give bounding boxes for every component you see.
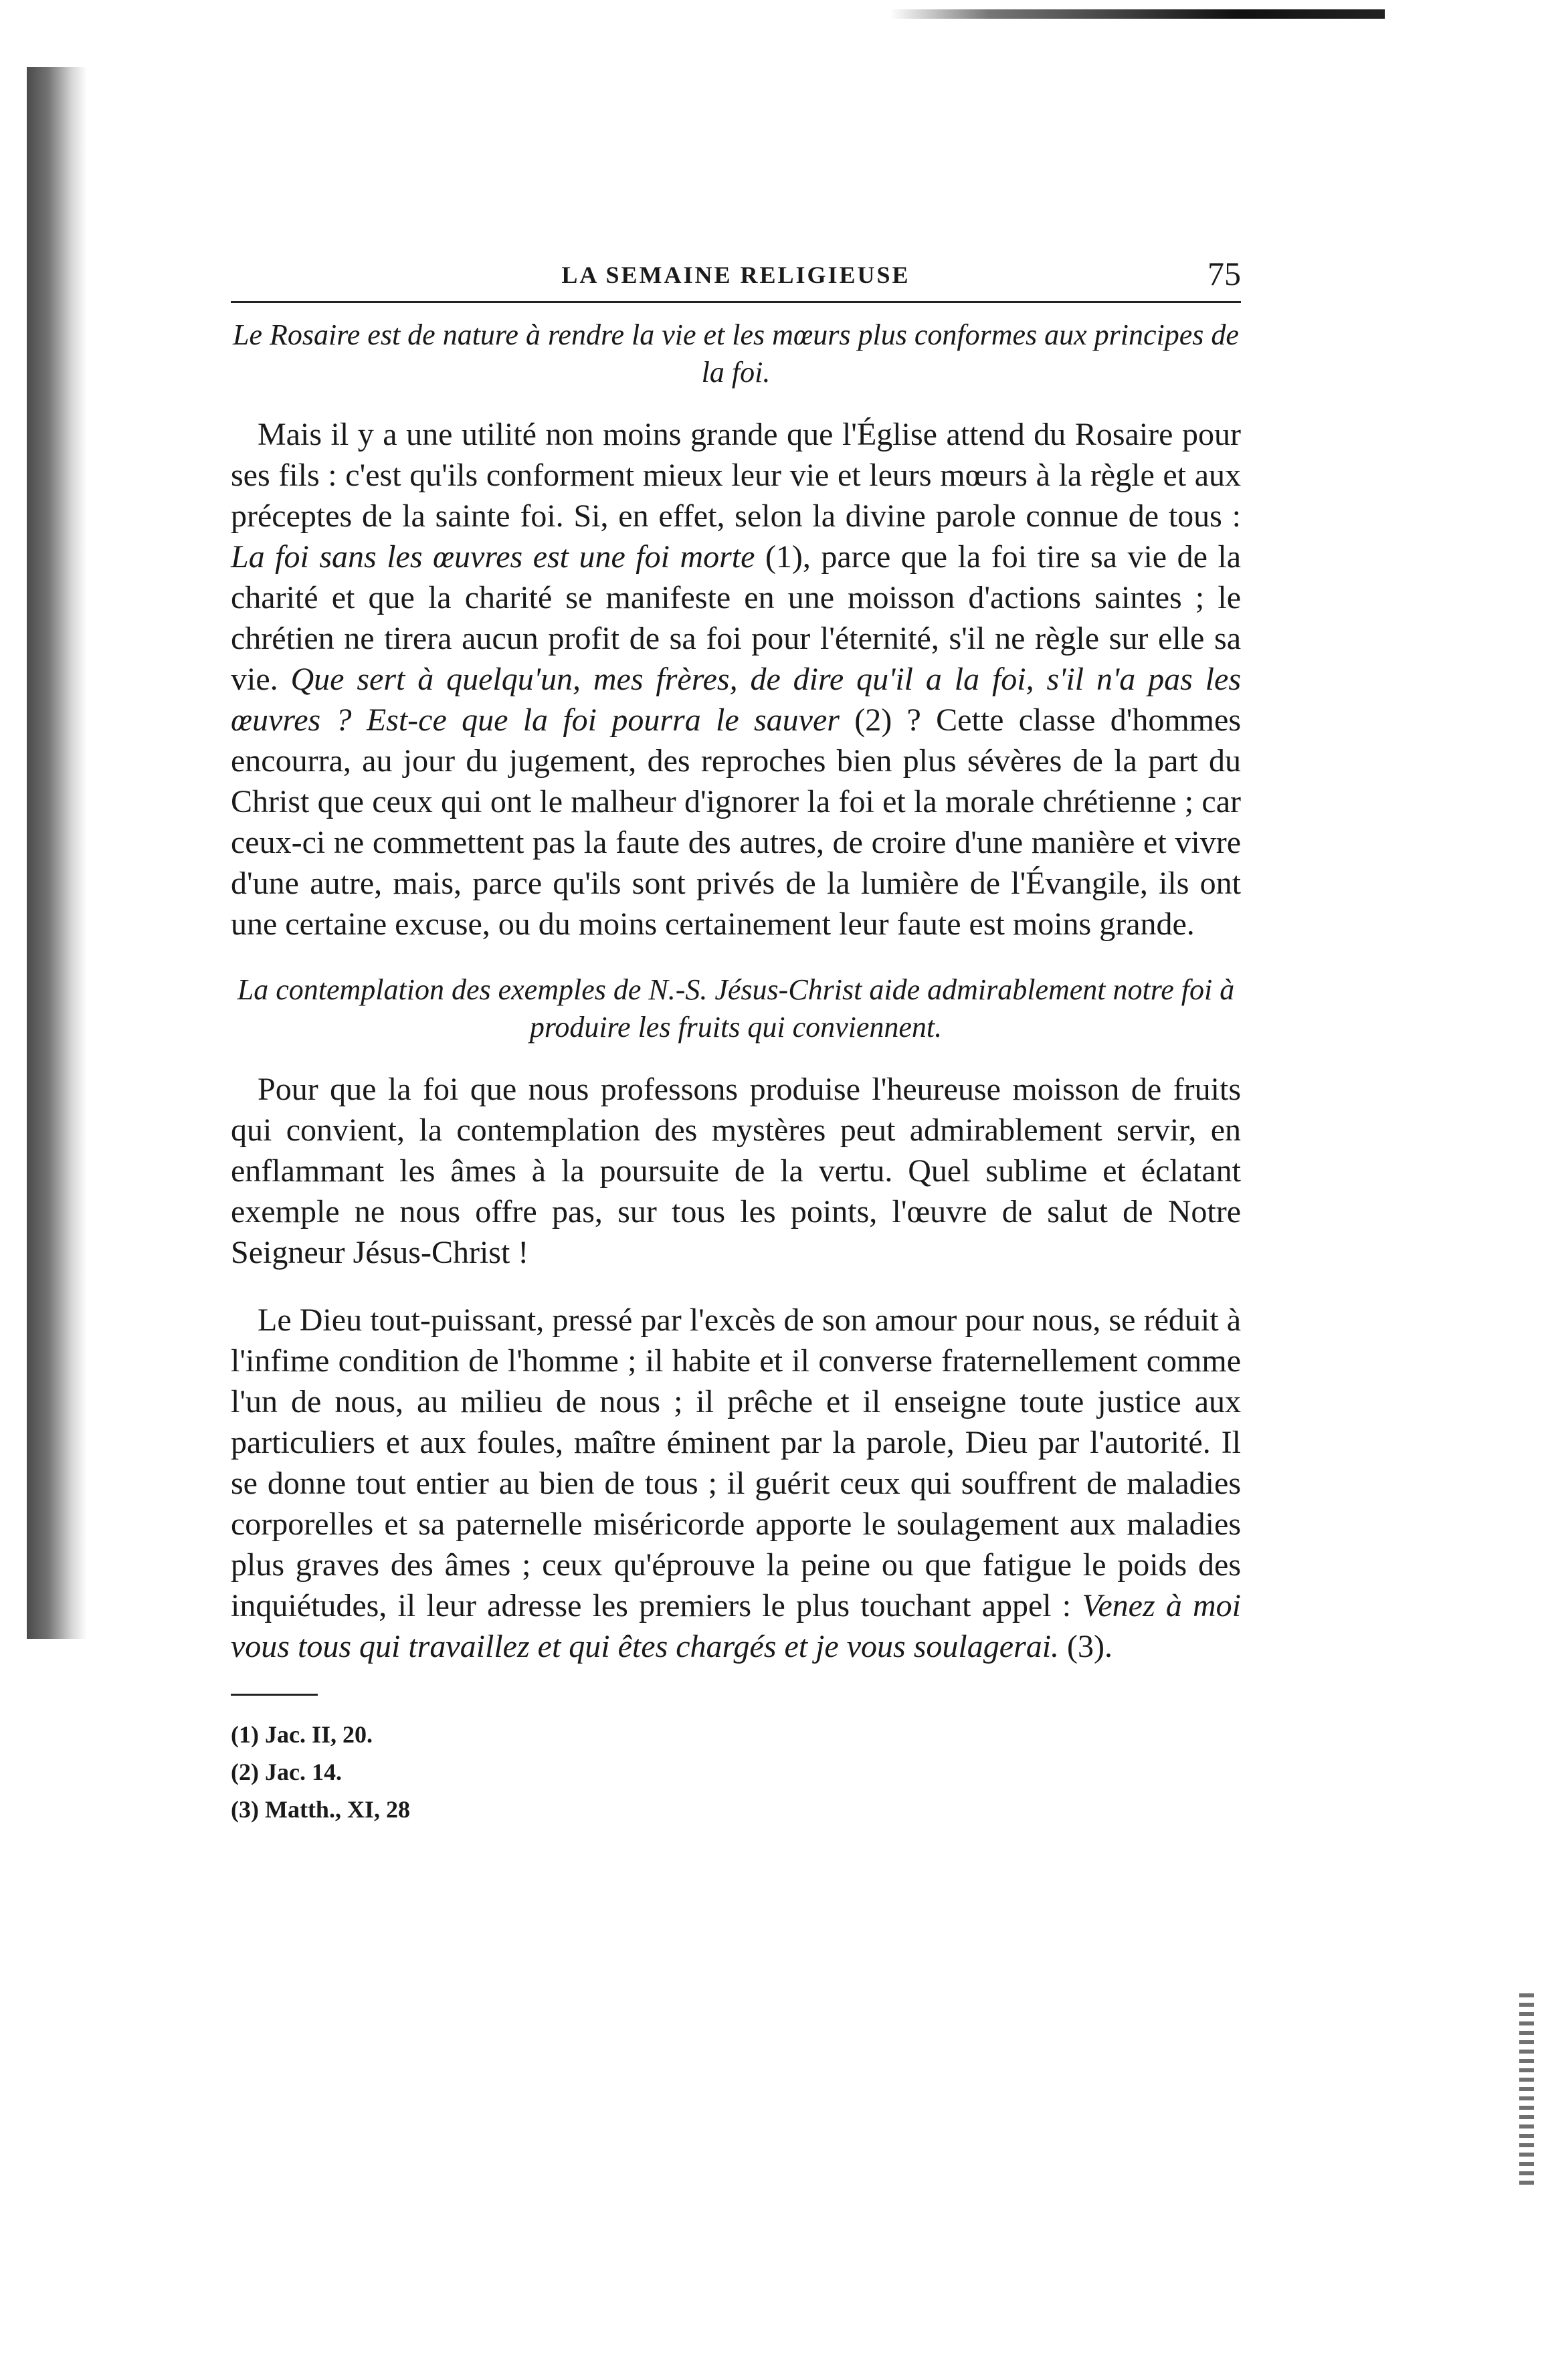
text-run: Pour que la foi que nous professons produise l'heureuse moisson de fruits qui convient, la contemplation des mystères peut admirablement servir, en enflammant les âmes à la poursuite de la vertu. Quel sublime et éclatant exemple ne nous offre pas, sur tous les points, l'œuvre de salut de Notre Seigneur Jésus-Christ ! bbox=[231, 1072, 1241, 1270]
scan-right-marks bbox=[1519, 1993, 1534, 2187]
footnote: (3) Matth., XI, 28 bbox=[231, 1796, 410, 1823]
text-run: (2) ? Cette classe d'hommes encourra, au jour du jugement, des reproches bien plus sévères de la part du Christ que ceux qui ont le malheur d'ignorer la foi et la morale chrétienne ; car ceux-ci ne commettent pas la faute des autres, de croire d'une manière et vivre d'une autre, mais, parce qu'ils sont privés de la lumière de l'Évangile, ils ont une certaine excuse, ou du moins certainement leur faute est moins grande. bbox=[231, 702, 1241, 942]
paragraph bbox=[231, 1300, 1241, 1667]
italic-quote: Que sert à quelqu'un, mes frères, de dire qu'il a la foi, s'il n'a pas les œuvres ? Est-ce que la foi pourra le sauver bbox=[231, 662, 1241, 738]
text-run: Le Dieu tout-puissant, pressé par l'excès de son amour pour nous, se réduit à l'infime condition de l'homme ; il habite et il converse fraternellement comme l'un de nous, au milieu de nous ; il prêche et il enseigne toute justice aux particuliers et aux foules, maître éminent par la parole, Dieu par l'autorité. Il se donne tout entier au bien de tous ; il guérit ceux qui souffrent de maladies corporelles et sa paternelle miséricorde apporte le soulagement aux maladies plus graves des âmes ; ceux qu'éprouve la peine ou que fatigue le poids des inquiétudes, il leur adresse les premiers le plus touchant appel : bbox=[231, 1302, 1241, 1623]
scan-top-mark bbox=[890, 9, 1385, 19]
running-title: LA SEMAINE RELIGIEUSE bbox=[561, 262, 910, 288]
page bbox=[231, 254, 1241, 1828]
footnote: (2) Jac. 14. bbox=[231, 1759, 342, 1785]
scan-shadow-edge bbox=[27, 67, 87, 1639]
page-header bbox=[231, 254, 1241, 303]
text-run: (1), parce que la foi tire sa vie de la charité et que la charité se manifeste en une moisson d'actions saintes ; le chrétien ne tirera aucun profit de sa foi pour l'éternité, s'il ne règle sur elle sa vie. bbox=[231, 539, 1242, 697]
section-heading: Le Rosaire est de nature à rendre la vie et les mœurs plus conformes aux principes de la foi. bbox=[233, 318, 1239, 389]
italic-quote: La foi sans les œuvres est une foi morte bbox=[231, 539, 755, 575]
page-number: 75 bbox=[1207, 255, 1241, 292]
text-run: (3). bbox=[1059, 1629, 1113, 1664]
section-heading: La contemplation des exemples de N.-S. Jésus-Christ aide admirablement notre foi à produire les fruits qui conviennent. bbox=[237, 973, 1235, 1044]
footnote: (1) Jac. II, 20. bbox=[231, 1721, 373, 1748]
footnote-divider bbox=[231, 1694, 318, 1696]
paragraph bbox=[231, 414, 1241, 945]
paragraph bbox=[231, 1069, 1241, 1273]
text-run: Mais il y a une utilité non moins grande que l'Église attend du Rosaire pour ses fils : c'est qu'ils conforment mieux leur vie et leurs mœurs à la règle et aux préceptes de la sainte foi. Si, en effet, selon la divine parole connue de tous : bbox=[231, 417, 1241, 534]
italic-quote: Venez à moi vous tous qui travaillez et qui êtes chargés et je vous soulagerai. bbox=[231, 1588, 1241, 1664]
